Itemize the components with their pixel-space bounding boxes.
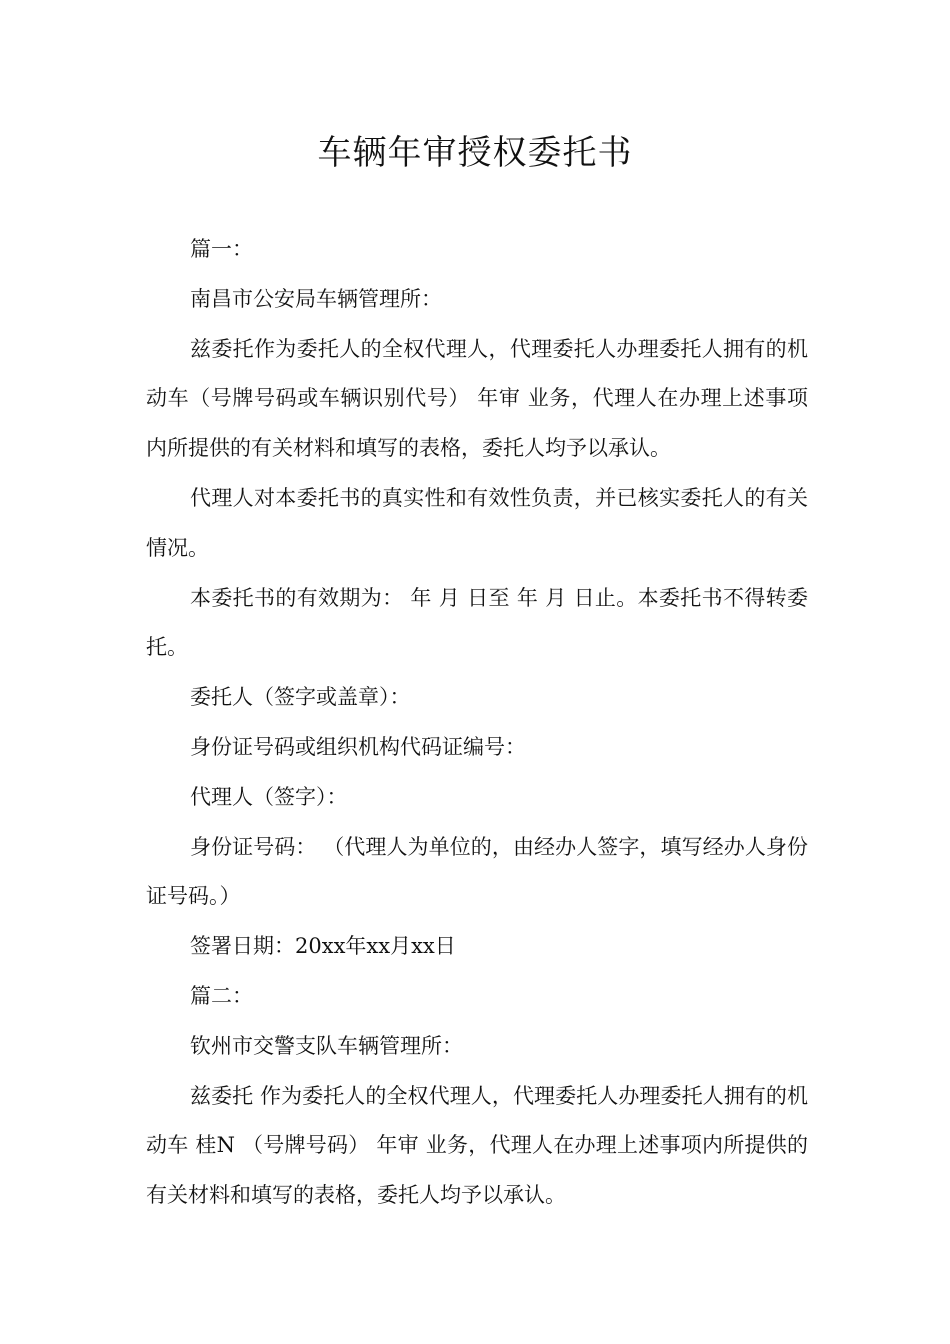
document-body [146,225,808,1221]
section-heading-part-one: 篇一： [190,237,253,261]
addressee-qinzhou: 钦州市交警支队车辆管理所： [190,1033,463,1058]
document-title: 车辆年审授权委托书 [317,133,633,173]
authorization-statement-two: 兹委托 作为委托人的全权代理人，代理委托人办理委托人拥有的机动车 桂N （号牌号码） 年审 业务，代理人在办理上述事项内所提供的有关材料和填写的表格，委托人均予以承认。 [146,1083,808,1208]
principal-signature-line: 委托人（签字或盖章）： [190,685,411,710]
validity-period: 本委托书的有效期为： 年 月 日至 年 月 日止。本委托书不得转委托。 [146,585,808,660]
addressee-nanchang: 南昌市公安局车辆管理所： [190,286,442,311]
signing-date: 签署日期：20xx年xx月xx日 [190,934,456,959]
authorization-statement: 兹委托作为委托人的全权代理人，代理委托人办理委托人拥有的机动车（号牌号码或车辆识别代号） 年审 业务，代理人在办理上述事项内所提供的有关材料和填写的表格，委托人均予以承认。 [146,336,808,461]
agent-signature-line: 代理人（签字）： [190,784,348,809]
section-heading-part-two: 篇二： [190,983,253,1008]
agent-responsibility: 代理人对本委托书的真实性和有效性负责，并已核实委托人的有关情况。 [146,485,808,560]
agent-id-line: 身份证号码： （代理人为单位的，由经办人签字，填写经办人身份证号码。） [146,834,808,909]
principal-id-line: 身份证号码或组织机构代码证编号： [190,734,526,759]
